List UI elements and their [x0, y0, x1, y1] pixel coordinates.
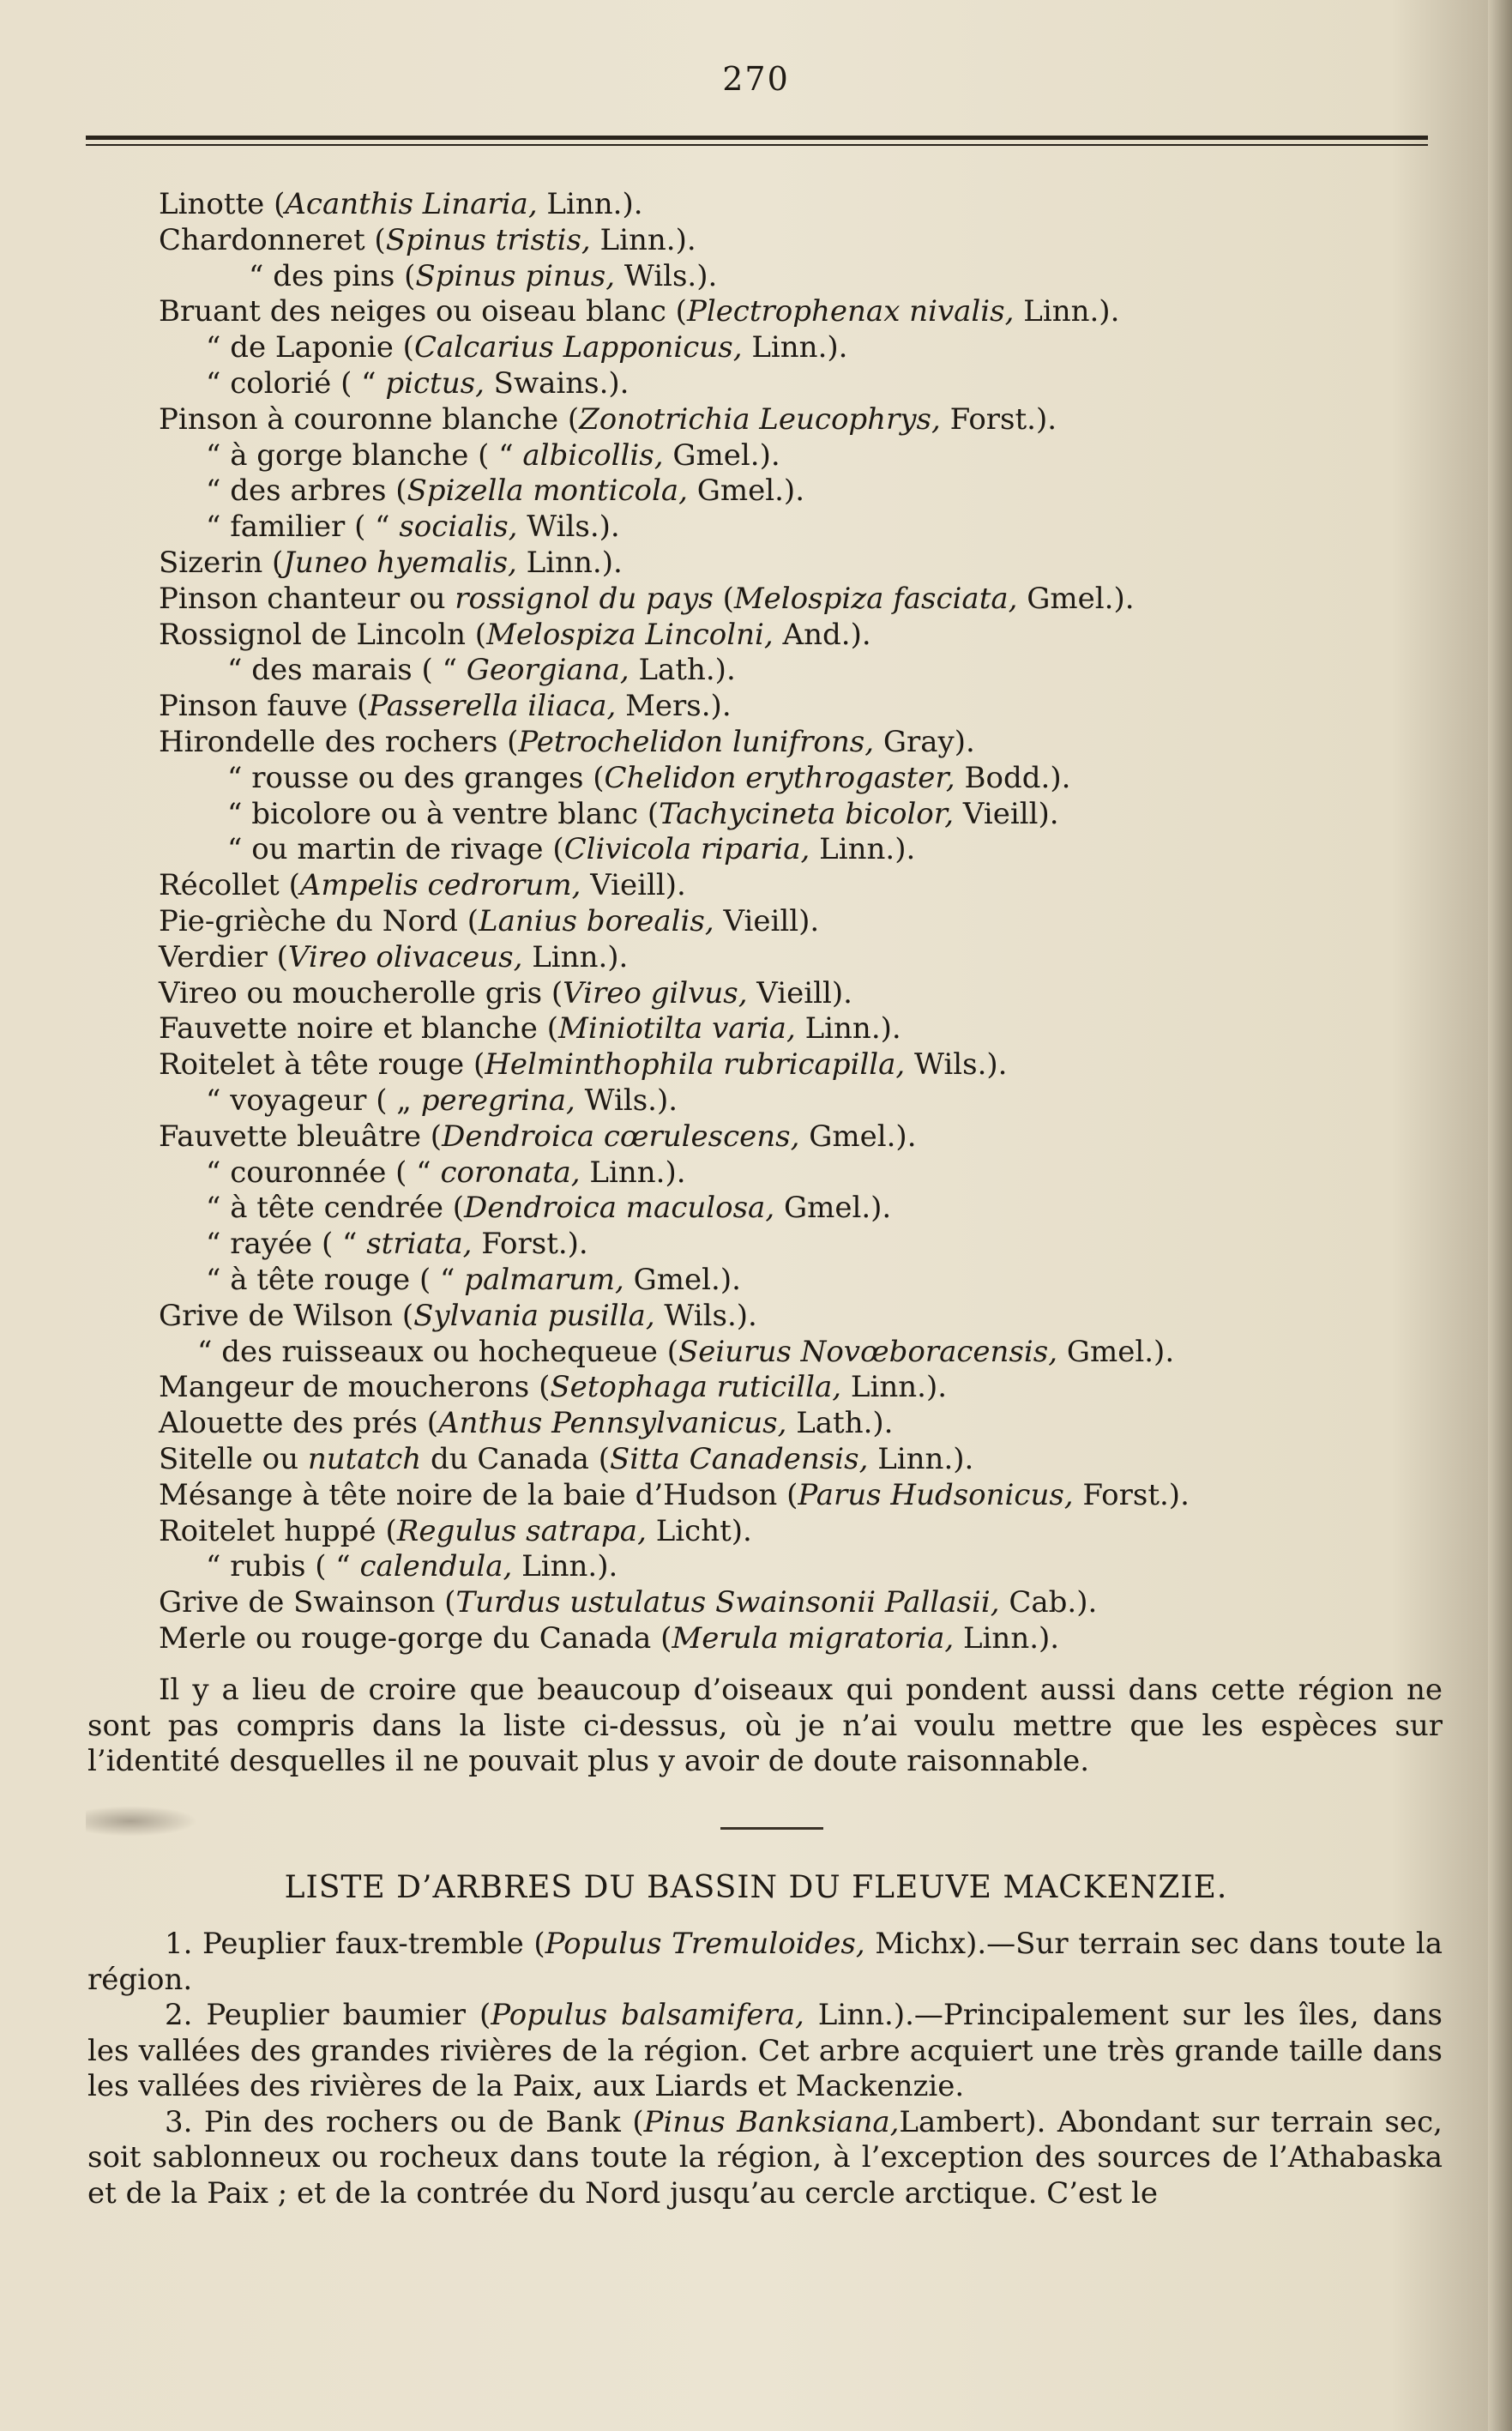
species-line	[159, 976, 852, 1012]
species-text: Gmel.).	[1057, 1334, 1175, 1369]
species-latin-name: Anthus Pennsylvanicus,	[437, 1406, 787, 1441]
species-text: Linn.).	[868, 1442, 974, 1476]
species-latin-name: palmarum,	[464, 1263, 624, 1297]
species-text: “ des arbres (	[206, 474, 407, 509]
tree-latin-name: Populus Tremuloides,	[545, 1927, 865, 1961]
species-text: Hirondelle des rochers (	[159, 725, 519, 759]
species-latin-name: rossignol du pays	[455, 581, 714, 616]
species-text: Linn.).	[590, 222, 696, 257]
species-text: “ familier ( “	[206, 510, 400, 545]
tree-entry	[87, 1927, 1443, 1998]
species-text: “ des marais ( “	[227, 653, 467, 688]
species-line	[206, 1263, 741, 1299]
species-line	[206, 474, 804, 510]
species-latin-name: Sitta Canadensis,	[610, 1442, 869, 1476]
species-line	[159, 1370, 947, 1406]
tree-text: 3. Pin des rochers ou de Bank (	[165, 2104, 644, 2139]
species-text: Récollet (	[159, 868, 300, 903]
species-text: Verdier (	[159, 939, 288, 974]
species-text: Merle ou rouge-gorge du Canada (	[159, 1621, 672, 1656]
species-latin-name: Helminthophila rubricapilla,	[485, 1047, 906, 1083]
species-line	[159, 868, 686, 904]
species-latin-name: Petrochelidon lunifrons,	[518, 725, 875, 759]
tree-text: Michx).—Sur terrain sec dans toute la région.	[87, 1927, 1443, 1997]
species-latin-name: Georgiana,	[466, 653, 629, 688]
species-text: Linn.).	[512, 1549, 618, 1584]
species-text: Alouette des prés (	[159, 1406, 438, 1441]
species-line	[159, 940, 628, 976]
species-text: “ bicolore ou à ventre blanc (	[227, 796, 660, 831]
species-text: Chardonneret (	[159, 222, 386, 257]
species-line	[227, 797, 1059, 833]
species-line	[206, 366, 629, 402]
species-line	[159, 294, 1119, 330]
species-text: Sitelle ou	[159, 1442, 308, 1476]
species-latin-name: Lanius borealis,	[479, 904, 714, 938]
species-text: Linn.).	[810, 832, 916, 867]
species-latin-name: Tachycineta bicolor,	[659, 796, 955, 831]
species-line	[159, 1514, 752, 1550]
species-latin-name: socialis,	[399, 510, 518, 545]
species-latin-name: Regulus satrapa,	[396, 1513, 647, 1548]
species-text: Gmel.).	[663, 437, 780, 473]
species-latin-name: coronata,	[440, 1155, 581, 1190]
species-text: Vireo ou moucherolle gris (	[159, 975, 563, 1010]
page-edge-shadow	[1488, 0, 1512, 2431]
species-text: “ rousse ou des granges (	[227, 760, 605, 795]
note-text: Il y a lieu de croire que beaucoup d’oiseaux qui pondent aussi dans cette région ne sont pas compris dans la liste ci-dessus, où je n’ai voulu mettre que les espèces sur l’identité desquelles il ne pouvait plus y avoir de doute raisonnable.	[87, 1673, 1443, 1778]
species-latin-name: Chelidon erythrogaster,	[604, 760, 955, 795]
species-line	[227, 832, 915, 868]
species-line	[159, 1119, 917, 1155]
species-line	[159, 904, 819, 940]
species-text: Vieill).	[581, 868, 686, 903]
species-latin-name: Passerella iliaca,	[368, 689, 617, 724]
species-line	[159, 1585, 1097, 1621]
species-latin-name: Vireo olivaceus,	[287, 939, 523, 974]
species-latin-name: peregrina,	[420, 1083, 575, 1118]
species-text: And.).	[773, 617, 871, 652]
species-text: Licht).	[646, 1513, 752, 1548]
species-latin-name: Ampelis cedrorum,	[299, 868, 581, 903]
species-latin-name: Merula migratoria,	[672, 1621, 955, 1656]
species-text: “ colorié ( “	[206, 366, 386, 401]
species-text: Forst.).	[940, 401, 1057, 437]
species-latin-name: Juneo hyemalis,	[283, 546, 517, 580]
species-line	[206, 1549, 617, 1585]
species-latin-name: Turdus ustulatus Swainsonii Pallasii,	[455, 1585, 1000, 1620]
species-text: “ à tête cendrée (	[206, 1191, 465, 1226]
species-text: “ des pins (	[249, 258, 416, 293]
species-text: Vieill).	[714, 904, 820, 938]
species-text: Vieill).	[954, 796, 1059, 831]
tree-entry	[87, 1998, 1443, 2105]
species-line	[227, 761, 1070, 797]
species-line	[227, 653, 736, 689]
species-text: Pie-grièche du Nord (	[159, 904, 479, 938]
species-text: Linn.).	[580, 1155, 686, 1190]
species-latin-name: Spinus pinus,	[415, 258, 616, 293]
species-text: “ de Laponie (	[206, 330, 414, 365]
species-latin-name: Seiurus Novœboracensis,	[678, 1334, 1058, 1369]
species-line	[206, 1155, 686, 1191]
tree-latin-name: Populus balsamifera,	[491, 1998, 804, 2032]
species-line	[159, 1442, 973, 1478]
section-title: LISTE D’ARBRES DU BASSIN DU FLEUVE MACKENZIE.	[284, 1870, 1228, 1905]
species-text: Mangeur de moucherons (	[159, 1370, 551, 1405]
species-text: Mers.).	[616, 689, 732, 724]
species-text: Wils.).	[575, 1083, 678, 1118]
species-text: Gmel.).	[1017, 581, 1135, 616]
species-text: Wils.).	[654, 1298, 757, 1333]
species-text: “ rubis ( “	[206, 1549, 360, 1584]
species-latin-name: striata,	[366, 1227, 473, 1262]
species-text: “ des ruisseaux ou hochequeue (	[197, 1334, 678, 1369]
species-line	[197, 1335, 1174, 1371]
species-line	[206, 1227, 588, 1263]
species-latin-name: Melospiza fasciata,	[733, 581, 1018, 616]
species-text: Wils.).	[615, 258, 718, 293]
species-text: Pinson à couronne blanche (	[159, 401, 580, 437]
species-text: Bodd.).	[955, 760, 1071, 795]
species-line	[159, 402, 1057, 438]
species-text: “ rayée ( “	[206, 1227, 367, 1262]
species-latin-name: Zonotrichia Leucophrys,	[579, 401, 941, 437]
species-text: Lath.).	[786, 1406, 894, 1441]
species-text: du Canada (	[421, 1442, 610, 1476]
species-line	[159, 725, 975, 761]
species-text: Mésange à tête noire de la baie d’Hudson (	[159, 1477, 798, 1512]
species-text: Vieill).	[747, 975, 852, 1010]
species-text: Gmel.).	[774, 1191, 892, 1226]
species-text: Linotte (	[159, 187, 286, 221]
species-text: Linn.).	[1014, 294, 1120, 329]
tree-text: Lambert). Abondant sur terrain sec, soit sablonneux ou rocheux dans toute la région, à l’exception des sources de l’Athabaska et de la Paix ; et de la contrée du Nord jusqu’au cercle arctique. C’est le	[87, 2104, 1443, 2211]
species-latin-name: Calcarius Lapponicus,	[413, 330, 743, 365]
species-latin-name: Melospiza Lincolni,	[486, 617, 774, 652]
species-text: “ voyageur ( „	[206, 1083, 421, 1118]
header-rule-thin	[86, 144, 1428, 146]
species-line	[249, 259, 717, 295]
species-latin-name: Dendroica maculosa,	[464, 1191, 775, 1226]
species-latin-name: Spizella monticola,	[407, 474, 688, 509]
species-line	[159, 689, 732, 725]
species-text: (	[713, 581, 734, 616]
species-text: “ ou martin de rivage (	[227, 832, 564, 867]
species-latin-name: Spinus tristis,	[385, 222, 591, 257]
species-latin-name: Setophaga ruticilla,	[550, 1370, 842, 1405]
tree-list	[87, 1927, 1443, 2211]
species-text: Linn.).	[954, 1621, 1060, 1656]
species-text: Sizerin (	[159, 546, 284, 580]
species-latin-name: Clivicola riparia,	[563, 832, 810, 867]
species-text: Linn.).	[516, 546, 623, 580]
species-text: Grive de Wilson (	[159, 1298, 414, 1333]
species-text: Pinson chanteur ou	[159, 581, 455, 616]
species-latin-name: Sylvania pusilla,	[413, 1298, 655, 1333]
species-text: “ à gorge blanche ( “	[206, 437, 523, 473]
species-line	[206, 510, 620, 546]
species-line	[159, 546, 623, 582]
species-text: Gmel.).	[799, 1119, 917, 1154]
species-text: Linn.).	[537, 187, 643, 221]
species-text: Rossignol de Lincoln (	[159, 617, 487, 652]
note-paragraph	[87, 1673, 1443, 1780]
header-rule-thick	[86, 136, 1428, 140]
species-text: Gmel.).	[687, 474, 805, 509]
species-latin-name: Plectrophenax nivalis,	[686, 294, 1015, 329]
species-text: Cab.).	[999, 1585, 1098, 1620]
species-line	[159, 1621, 1059, 1657]
species-text: Gray).	[874, 725, 975, 759]
species-text: Wils.).	[905, 1047, 1008, 1083]
species-latin-name: Vireo gilvus,	[563, 975, 748, 1010]
species-text: “ couronnée ( “	[206, 1155, 441, 1190]
species-text: Roitelet à tête rouge (	[159, 1047, 485, 1083]
species-line	[159, 187, 643, 223]
species-latin-name: nutatch	[307, 1442, 422, 1476]
species-text: “ à tête rouge ( “	[206, 1263, 465, 1297]
species-text: Bruant des neiges ou oiseau blanc (	[159, 294, 687, 329]
species-latin-name: Parus Hudsonicus,	[798, 1477, 1074, 1512]
species-text: Swains.).	[484, 366, 629, 401]
species-text: Wils.).	[517, 510, 620, 545]
species-text: Linn.).	[795, 1011, 901, 1047]
species-line	[206, 330, 847, 366]
species-latin-name: Miniotilta varia,	[558, 1011, 796, 1047]
species-line	[159, 1047, 1007, 1083]
species-latin-name: pictus,	[385, 366, 485, 401]
species-line	[159, 223, 696, 259]
species-line	[206, 1083, 678, 1119]
species-latin-name: calendula,	[359, 1549, 513, 1584]
species-line	[159, 582, 1135, 618]
species-line	[206, 1191, 891, 1227]
species-text: Lath.).	[629, 653, 736, 688]
species-latin-name: albicollis,	[522, 437, 664, 473]
page-number: 270	[722, 60, 790, 98]
species-line	[206, 438, 780, 474]
species-line	[159, 1299, 757, 1335]
tree-latin-name: Pinus Banksiana,	[643, 2104, 900, 2139]
species-line	[159, 1406, 894, 1442]
species-text: Linn.).	[522, 939, 629, 974]
species-text: Forst.).	[1073, 1477, 1190, 1512]
species-text: Grive de Swainson (	[159, 1585, 456, 1620]
species-text: Gmel.).	[623, 1263, 741, 1297]
species-latin-name: Acanthis Linaria,	[285, 187, 538, 221]
species-line	[159, 618, 871, 654]
species-text: Fauvette bleuâtre (	[159, 1119, 443, 1154]
species-text: Fauvette noire et blanche (	[159, 1011, 558, 1047]
species-text: Roitelet huppé (	[159, 1513, 397, 1548]
species-latin-name: Dendroica cœrulescens,	[442, 1119, 800, 1154]
species-text: Forst.).	[472, 1227, 588, 1262]
species-text: Linn.).	[841, 1370, 948, 1405]
tree-text: 2. Peuplier baumier (	[165, 1998, 491, 2032]
ink-smudge	[86, 1806, 197, 1837]
species-text: Linn.).	[742, 330, 848, 365]
species-line	[159, 1478, 1190, 1514]
species-line	[159, 1011, 901, 1047]
species-text: Pinson fauve (	[159, 689, 369, 724]
tree-text: 1. Peuplier faux-tremble (	[165, 1927, 545, 1961]
section-separator	[720, 1827, 823, 1830]
tree-text: Linn.).—Principalement sur les îles, dans les vallées des grandes rivières de la région. Cet arbre acquiert une très grande taille dans les vallées des rivières de la Paix, aux Liards et Mackenzie.	[87, 1998, 1443, 2103]
tree-entry	[87, 2105, 1443, 2212]
